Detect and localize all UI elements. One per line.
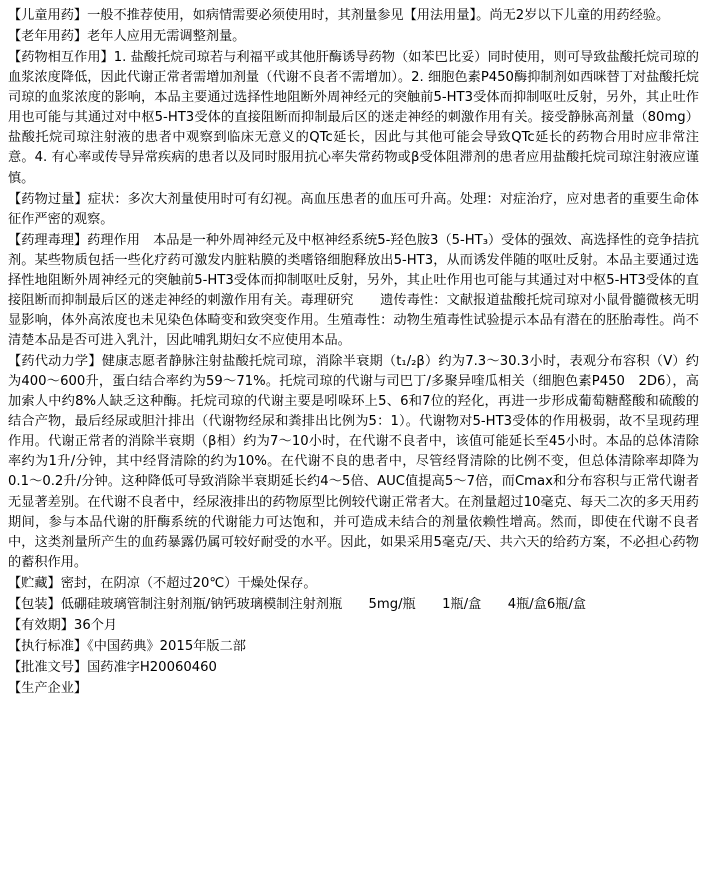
section-storage: 【贮藏】密封，在阴凉（不超过20℃）干燥处保存。 <box>8 575 317 591</box>
section-pharmacokinetics: 【药代动力学】健康志愿者静脉注射盐酸托烷司琼，消除半衰期（t₁/₂β）约为7.3～30.3小时，表观分布容积（V）约为400～600升，蛋白结合率约为59～71%。托烷司琼的代谢与司巴丁/多聚异喹瓜相关（细胞色素P450 2D6），高加索人中约8%人缺乏这种酶。托烷司琼的代谢主要是吲哚环上5、6和7位的羟化，再进一步形成葡萄糖醛酸和硫酸的结合产物，最后经尿或胆汁排出（代谢物经尿和粪排出比例为5：1）。代谢物对5-HT3受体的作用极弱，故不呈现药理作用。代谢正常者的消除半衰期（β相）约为7～10小时，在代谢不良者中，该值可能延长至45小时。本品的总体清除率约为1升/分钟，其中经肾清除的约为10%。在代谢不良的患者中，尽管经肾清除的比例不变，但总体清除率却降为0.1～0.2升/分钟。这种降低可导致消除半衰期延长约4～5倍、AUC值提高5～7倍，而Cmax和分布容积与正常代谢者无显著差别。在代谢不良者中，经尿液排出的药物原型比例较代谢正常者大。在剂量超过10毫克、每天二次的多天用药期间，参与本品代谢的肝酶系统的代谢能力可达饱和，并可造成未结合的剂量依赖性增高。然而，即使在代谢不良者中，这类剂量所产生的血药暴露仍属可较好耐受的水平。因此，如果采用5毫克/天、共六天的给药方案，不必担心药物的蓄积作用。 <box>8 354 699 570</box>
section-geriatric-use: 【老年用药】老年人应用无需调整剂量。 <box>8 29 246 45</box>
section-packaging: 【包装】低硼硅玻璃管制注射剂瓶/钠钙玻璃模制注射剂瓶 5mg/瓶 1瓶/盒 4瓶/盒6瓶/盒 <box>8 596 587 612</box>
section-manufacturer: 【生产企业】 <box>8 681 88 697</box>
section-overdose: 【药物过量】症状：多次大剂量使用时可有幻视。高血压患者的血压可升高。处理：对症治疗，应对患者的重要生命体征作严密的观察。 <box>8 191 699 227</box>
section-drug-interactions: 【药物相互作用】1. 盐酸托烷司琼若与利福平或其他肝酶诱导药物（如苯巴比妥）同时使用，则可导致盐酸托烷司琼的血浆浓度降低，因此代谢正常者需增加剂量（代谢不良者不需增加）。2. 细胞色素P450酶抑制剂如西咪替丁对盐酸托烷司琼的血浆浓度的影响，本品主要通过选择性地阻断外周神经元的突触前5-HT3受体而抑制呕吐反射，另外，其止吐作用也可能与其通过对中枢5-HT3受体的直接阻断而抑制最后区的迷走神经的刺激作用有关。接受静脉高剂量（80mg）盐酸托烷司琼注射液的患者中观察到临床无意义的QTc延长，因此与其他可能会导致QTc延长的药物合用时应非常注意。4. 有心率或传导异常疾病的患者以及同时服用抗心率失常药物或β受体阻滞剂的患者应用盐酸托烷司琼注射液应谨慎。 <box>8 50 699 186</box>
section-approval-number: 【批准文号】国药准字H20060460 <box>8 660 217 675</box>
section-execution-standard: 【执行标准】《中国药典》2015年版二部 <box>8 638 246 654</box>
section-pharmacology-toxicology: 【药理毒理】药理作用 本品是一种外周神经元及中枢神经系统5-羟色胺3（5-HT₃）受体的强效、高选择性的竞争拮抗剂。某些物质包括一些化疗药可激发内脏粘膜的类嗜铬细胞释放出5-HT3，从而诱发伴随的呕吐反射。本品主要通过选择性地阻断外周神经元的突触前5-HT3受体而抑制呕吐反射，另外，其止吐作用也可能与其通过对中枢5-HT3受体的直接阻断而抑制最后区的迷走神经的刺激作用有关。毒理研究 遗传毒性：文献报道盐酸托烷司琼对小鼠骨髓微核无明显影响，体外高浓度也未见染色体畸变和致突变作用。生殖毒性：动物生殖毒性试验提示本品有潜在的胚胎毒性。尚不清楚本品是否可进入乳汁，因此哺乳期妇女不应使用本品。 <box>8 232 699 348</box>
section-pediatric-use: 【儿童用药】一般不推荐使用，如病情需要必须使用时，其剂量参见【用法用量】。尚无2岁以下儿童的用药经验。 <box>8 8 670 23</box>
section-shelf-life: 【有效期】36个月 <box>8 617 118 633</box>
